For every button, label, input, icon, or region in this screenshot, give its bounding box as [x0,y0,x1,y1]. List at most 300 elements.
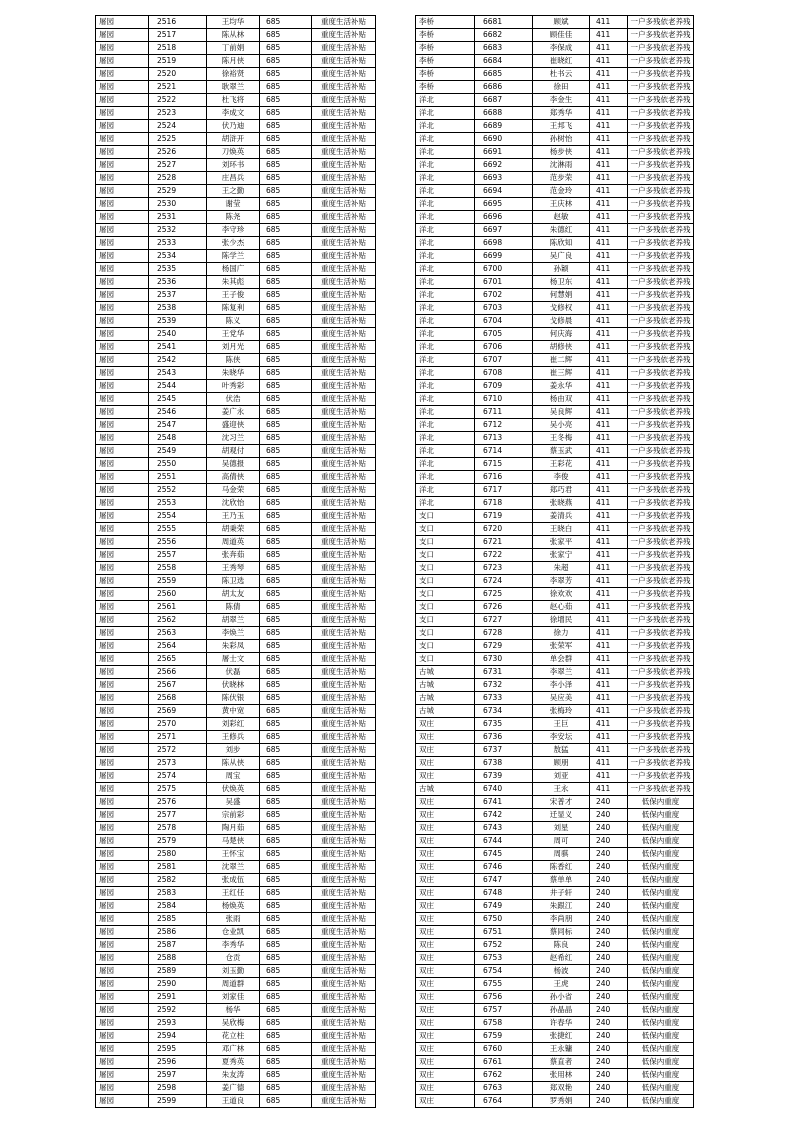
number-cell: 2588 [149,952,207,965]
type-cell: 低保内重度 [628,796,694,809]
name-cell: 张雨 [207,913,260,926]
type-cell: 重度生活补贴 [312,653,376,666]
type-cell: 重度生活补贴 [312,172,376,185]
name-cell: 屠士文 [207,653,260,666]
amount-cell: 685 [260,939,312,952]
name-cell: 吴广良 [533,250,590,263]
amount-cell: 411 [590,497,628,510]
town-cell: 屠园 [96,523,149,536]
number-cell: 6764 [475,1095,533,1108]
number-cell: 6742 [475,809,533,822]
name-cell: 杨步侠 [533,146,590,159]
name-cell: 庄昌兵 [207,172,260,185]
amount-cell: 685 [260,601,312,614]
amount-cell: 685 [260,276,312,289]
name-cell: 何慧娟 [533,289,590,302]
table-row [416,29,694,42]
type-cell: 低保内重度 [628,939,694,952]
table-row [416,237,694,250]
amount-cell: 411 [590,81,628,94]
type-cell: 重度生活补贴 [312,913,376,926]
table-row [96,523,376,536]
amount-cell: 685 [260,614,312,627]
amount-cell: 685 [260,562,312,575]
number-cell: 6734 [475,705,533,718]
type-cell: 重度生活补贴 [312,991,376,1004]
name-cell: 仓贡 [207,952,260,965]
amount-cell: 685 [260,380,312,393]
table-row [416,744,694,757]
number-cell: 2529 [149,185,207,198]
town-cell: 双庄 [416,731,475,744]
amount-cell: 411 [590,588,628,601]
table-row [416,770,694,783]
town-cell: 屠园 [96,1043,149,1056]
amount-cell: 411 [590,445,628,458]
amount-cell: 240 [590,861,628,874]
type-cell: 重度生活补贴 [312,848,376,861]
type-cell: 一户多残依老养残 [628,510,694,523]
name-cell: 张晓燕 [533,497,590,510]
table-row [96,445,376,458]
name-cell: 陈从林 [207,29,260,42]
table-row [416,107,694,120]
table-row [416,757,694,770]
name-cell: 马楚侠 [207,835,260,848]
name-cell: 孙晶晶 [533,1004,590,1017]
town-cell: 支口 [416,640,475,653]
amount-cell: 685 [260,29,312,42]
table-row [416,185,694,198]
type-cell: 重度生活补贴 [312,536,376,549]
amount-cell: 685 [260,94,312,107]
number-cell: 2569 [149,705,207,718]
amount-cell: 240 [590,1082,628,1095]
type-cell: 一户多残依老养残 [628,744,694,757]
number-cell: 2564 [149,640,207,653]
number-cell: 2572 [149,744,207,757]
type-cell: 低保内重度 [628,1095,694,1108]
amount-cell: 411 [590,250,628,263]
amount-cell: 685 [260,978,312,991]
amount-cell: 411 [590,211,628,224]
amount-cell: 685 [260,770,312,783]
number-cell: 2576 [149,796,207,809]
type-cell: 低保内重度 [628,926,694,939]
town-cell: 屠园 [96,744,149,757]
number-cell: 6689 [475,120,533,133]
town-cell: 屠园 [96,159,149,172]
type-cell: 重度生活补贴 [312,523,376,536]
amount-cell: 411 [590,172,628,185]
number-cell: 2596 [149,1056,207,1069]
type-cell: 重度生活补贴 [312,81,376,94]
type-cell: 一户多残依老养残 [628,497,694,510]
name-cell: 吴良辉 [533,406,590,419]
amount-cell: 240 [590,1095,628,1108]
number-cell: 6702 [475,289,533,302]
number-cell: 2530 [149,198,207,211]
amount-cell: 411 [590,289,628,302]
town-cell: 屠园 [96,679,149,692]
town-cell: 支口 [416,523,475,536]
town-cell: 双庄 [416,1043,475,1056]
table-row [416,666,694,679]
amount-cell: 411 [590,406,628,419]
type-cell: 一户多残依老养残 [628,237,694,250]
number-cell: 6713 [475,432,533,445]
table-row [416,952,694,965]
table-row [96,705,376,718]
town-cell: 双庄 [416,1069,475,1082]
type-cell: 一户多残依老养残 [628,328,694,341]
name-cell: 朱友涛 [207,1069,260,1082]
number-cell: 2551 [149,471,207,484]
amount-cell: 411 [590,107,628,120]
table-row [416,406,694,419]
type-cell: 一户多残依老养残 [628,393,694,406]
number-cell: 6688 [475,107,533,120]
amount-cell: 685 [260,874,312,887]
amount-cell: 411 [590,549,628,562]
amount-cell: 411 [590,198,628,211]
number-cell: 2532 [149,224,207,237]
number-cell: 2597 [149,1069,207,1082]
type-cell: 重度生活补贴 [312,861,376,874]
town-cell: 古城 [416,783,475,796]
number-cell: 6741 [475,796,533,809]
amount-cell: 411 [590,68,628,81]
type-cell: 重度生活补贴 [312,185,376,198]
amount-cell: 685 [260,822,312,835]
name-cell: 王怀宝 [207,848,260,861]
number-cell: 2553 [149,497,207,510]
town-cell: 屠园 [96,1069,149,1082]
amount-cell: 685 [260,341,312,354]
amount-cell: 685 [260,523,312,536]
type-cell: 重度生活补贴 [312,393,376,406]
amount-cell: 411 [590,471,628,484]
table-row [96,406,376,419]
amount-cell: 411 [590,562,628,575]
town-cell: 双庄 [416,848,475,861]
town-cell: 支口 [416,653,475,666]
town-cell: 屠园 [96,900,149,913]
number-cell: 6736 [475,731,533,744]
name-cell: 胡浒开 [207,133,260,146]
table-row [416,224,694,237]
type-cell: 重度生活补贴 [312,302,376,315]
name-cell: 周可 [533,835,590,848]
number-cell: 6758 [475,1017,533,1030]
table-row [416,341,694,354]
name-cell: 王道良 [207,1095,260,1108]
type-cell: 重度生活补贴 [312,55,376,68]
name-cell: 沈淋雨 [533,159,590,172]
town-cell: 支口 [416,601,475,614]
number-cell: 2571 [149,731,207,744]
name-cell: 丁前娟 [207,42,260,55]
amount-cell: 685 [260,263,312,276]
number-cell: 6691 [475,146,533,159]
name-cell: 陈伏银 [207,692,260,705]
town-cell: 洋北 [416,185,475,198]
table-row [96,822,376,835]
name-cell: 朱晓华 [207,367,260,380]
amount-cell: 685 [260,705,312,718]
amount-cell: 240 [590,874,628,887]
table-row [96,809,376,822]
table-row [96,991,376,1004]
type-cell: 一户多残依老养残 [628,289,694,302]
type-cell: 低保内重度 [628,913,694,926]
name-cell: 徐田 [533,81,590,94]
name-cell: 张家平 [533,536,590,549]
number-cell: 6714 [475,445,533,458]
amount-cell: 685 [260,575,312,588]
name-cell: 徐增民 [533,614,590,627]
amount-cell: 685 [260,952,312,965]
town-cell: 屠园 [96,1017,149,1030]
number-cell: 6725 [475,588,533,601]
name-cell: 单会群 [533,653,590,666]
amount-cell: 411 [590,510,628,523]
amount-cell: 685 [260,679,312,692]
number-cell: 6751 [475,926,533,939]
town-cell: 屠园 [96,380,149,393]
number-cell: 2545 [149,393,207,406]
number-cell: 2517 [149,29,207,42]
amount-cell: 411 [590,146,628,159]
type-cell: 一户多残依老养残 [628,367,694,380]
number-cell: 6709 [475,380,533,393]
town-cell: 双庄 [416,1056,475,1069]
town-cell: 屠园 [96,367,149,380]
table-row [96,575,376,588]
table-row [416,445,694,458]
table-row [96,224,376,237]
table-row [96,263,376,276]
amount-cell: 411 [590,29,628,42]
type-cell: 一户多残依老养残 [628,484,694,497]
type-cell: 一户多残依老养残 [628,133,694,146]
type-cell: 重度生活补贴 [312,380,376,393]
name-cell: 周道英 [207,536,260,549]
amount-cell: 411 [590,536,628,549]
table-row [416,328,694,341]
name-cell: 杜飞将 [207,94,260,107]
name-cell: 徐裕贤 [207,68,260,81]
number-cell: 6748 [475,887,533,900]
name-cell: 顾朋 [533,757,590,770]
table-row [96,237,376,250]
table-row [96,978,376,991]
name-cell: 李金生 [533,94,590,107]
number-cell: 6753 [475,952,533,965]
table-row [416,718,694,731]
number-cell: 6737 [475,744,533,757]
name-cell: 王红任 [207,887,260,900]
table-row [416,601,694,614]
amount-cell: 685 [260,1082,312,1095]
town-cell: 屠园 [96,471,149,484]
town-cell: 屠园 [96,484,149,497]
amount-cell: 685 [260,1095,312,1108]
town-cell: 屠园 [96,315,149,328]
name-cell: 胡太友 [207,588,260,601]
table-row [96,744,376,757]
type-cell: 低保内重度 [628,900,694,913]
name-cell: 杜书云 [533,68,590,81]
number-cell: 6755 [475,978,533,991]
town-cell: 古城 [416,692,475,705]
type-cell: 一户多残依老养残 [628,705,694,718]
town-cell: 洋北 [416,120,475,133]
type-cell: 重度生活补贴 [312,94,376,107]
table-row [416,614,694,627]
town-cell: 双庄 [416,757,475,770]
type-cell: 一户多残依老养残 [628,458,694,471]
table-row [416,198,694,211]
amount-cell: 685 [260,198,312,211]
amount-cell: 685 [260,406,312,419]
name-cell: 戈修晨 [533,315,590,328]
town-cell: 双庄 [416,1030,475,1043]
name-cell: 刘环书 [207,159,260,172]
name-cell: 胡修侠 [533,341,590,354]
amount-cell: 411 [590,432,628,445]
number-cell: 6694 [475,185,533,198]
town-cell: 支口 [416,549,475,562]
table-row [96,1004,376,1017]
name-cell: 李翠芳 [533,575,590,588]
number-cell: 2589 [149,965,207,978]
town-cell: 屠园 [96,913,149,926]
type-cell: 重度生活补贴 [312,549,376,562]
type-cell: 一户多残依老养残 [628,627,694,640]
town-cell: 洋北 [416,380,475,393]
amount-cell: 685 [260,1004,312,1017]
type-cell: 重度生活补贴 [312,42,376,55]
name-cell: 赵心茹 [533,601,590,614]
type-cell: 重度生活补贴 [312,354,376,367]
amount-cell: 685 [260,432,312,445]
town-cell: 古城 [416,679,475,692]
number-cell: 6746 [475,861,533,874]
table-row [96,120,376,133]
name-cell: 孙小省 [533,991,590,1004]
type-cell: 低保内重度 [628,1043,694,1056]
town-cell: 洋北 [416,224,475,237]
amount-cell: 411 [590,666,628,679]
name-cell: 陈欣知 [533,237,590,250]
type-cell: 低保内重度 [628,822,694,835]
name-cell: 陈卫选 [207,575,260,588]
name-cell: 郑巧君 [533,484,590,497]
table-row [96,211,376,224]
number-cell: 2533 [149,237,207,250]
type-cell: 重度生活补贴 [312,718,376,731]
type-cell: 重度生活补贴 [312,289,376,302]
number-cell: 2542 [149,354,207,367]
town-cell: 屠园 [96,627,149,640]
type-cell: 重度生活补贴 [312,666,376,679]
amount-cell: 411 [590,315,628,328]
number-cell: 2581 [149,861,207,874]
number-cell: 6760 [475,1043,533,1056]
town-cell: 双庄 [416,900,475,913]
town-cell: 屠园 [96,718,149,731]
name-cell: 姜永华 [533,380,590,393]
table-row [96,601,376,614]
table-row [96,159,376,172]
type-cell: 低保内重度 [628,952,694,965]
town-cell: 屠园 [96,1056,149,1069]
type-cell: 一户多残依老养残 [628,185,694,198]
town-cell: 屠园 [96,497,149,510]
town-cell: 双庄 [416,965,475,978]
amount-cell: 685 [260,458,312,471]
type-cell: 重度生活补贴 [312,705,376,718]
amount-cell: 240 [590,796,628,809]
name-cell: 邓广林 [207,1043,260,1056]
name-cell: 迁显义 [533,809,590,822]
table-row [416,276,694,289]
number-cell: 6720 [475,523,533,536]
town-cell: 洋北 [416,471,475,484]
amount-cell: 411 [590,276,628,289]
name-cell: 刘月光 [207,341,260,354]
table-row [96,1056,376,1069]
amount-cell: 685 [260,1069,312,1082]
table-row [96,718,376,731]
table-row [96,588,376,601]
name-cell: 陈侠 [207,354,260,367]
town-cell: 屠园 [96,224,149,237]
town-cell: 双庄 [416,913,475,926]
table-row [96,419,376,432]
amount-cell: 411 [590,354,628,367]
amount-cell: 685 [260,289,312,302]
town-cell: 屠园 [96,55,149,68]
type-cell: 重度生活补贴 [312,484,376,497]
type-cell: 一户多残依老养残 [628,159,694,172]
type-cell: 一户多残依老养残 [628,42,694,55]
amount-cell: 685 [260,640,312,653]
amount-cell: 685 [260,315,312,328]
name-cell: 吴德报 [207,458,260,471]
amount-cell: 411 [590,653,628,666]
type-cell: 重度生活补贴 [312,1030,376,1043]
table-row [416,835,694,848]
number-cell: 2557 [149,549,207,562]
table-row [416,172,694,185]
table-row [96,1030,376,1043]
table-row [416,497,694,510]
number-cell: 6724 [475,575,533,588]
amount-cell: 685 [260,497,312,510]
table-row [96,42,376,55]
number-cell: 2561 [149,601,207,614]
amount-cell: 685 [260,913,312,926]
table-row [96,666,376,679]
name-cell: 王庆林 [533,198,590,211]
table-row [416,549,694,562]
type-cell: 重度生活补贴 [312,224,376,237]
type-cell: 一户多残依老养残 [628,16,694,29]
name-cell: 王乃玉 [207,510,260,523]
town-cell: 屠园 [96,692,149,705]
